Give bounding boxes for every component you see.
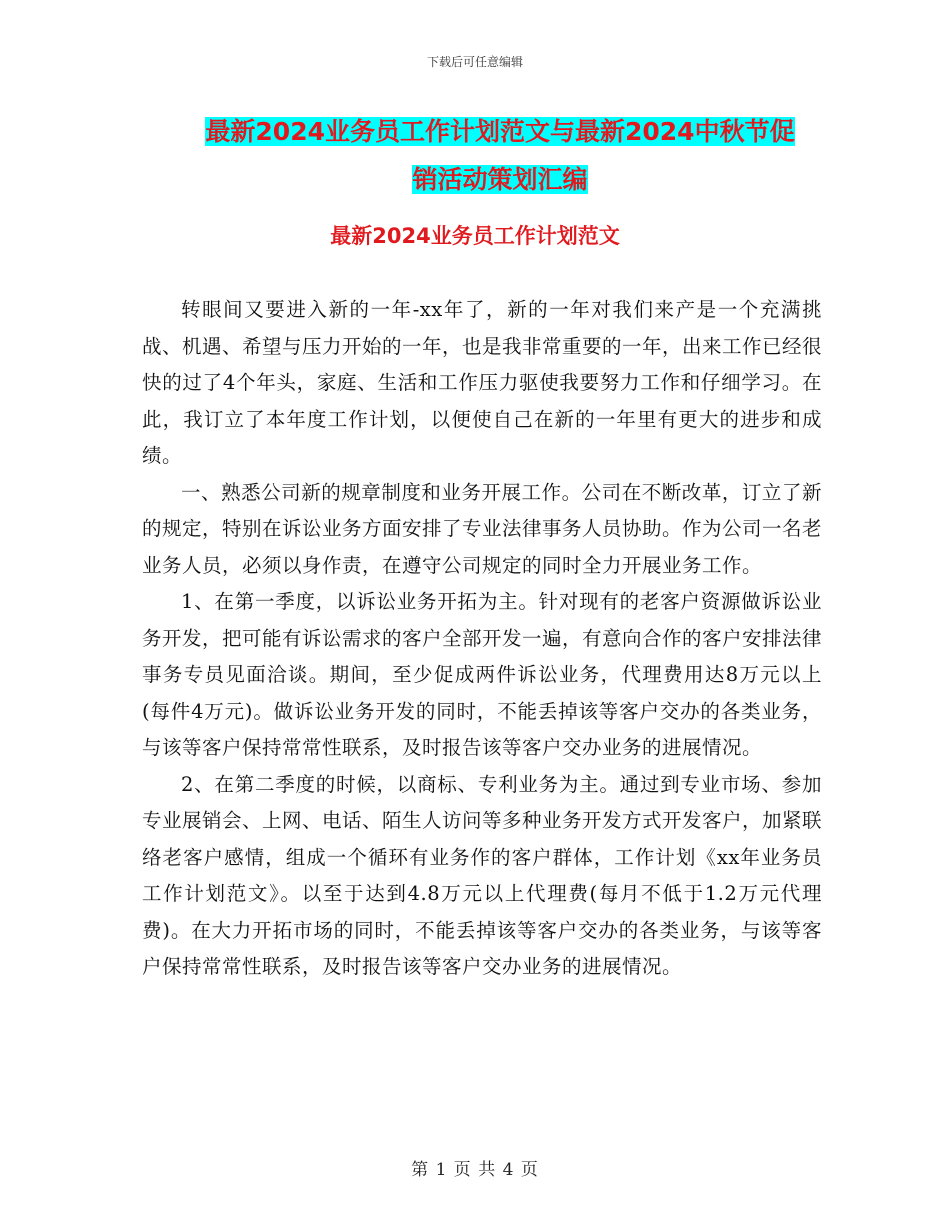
- document-title-line-1: 最新2024业务员工作计划范文与最新2024中秋节促: [205, 117, 795, 146]
- page-footer: 第 1 页 共 4 页: [411, 1160, 539, 1180]
- paragraph-item-2: 2、在第二季度的时候，以商标、专利业务为主。通过到专业市场、参加专业展销会、上网、电话、陌生人访问等多种业务开发方式开发客户，加紧联络老客户感情，组成一个循环有业务作的客户群体，工作计划《xx年业务员工作计划范文》。以至于达到4.8万元以上代理费(每月不低于1.2万元代理费)。在大力开拓市场的同时，不能丢掉该等客户交办的各类业务，与该等客户保持常常性联系，及时报告该等客户交办业务的进展情况。: [142, 772, 823, 978]
- paragraph-section-1: 一、熟悉公司新的规章制度和业务开展工作。公司在不断改革，订立了新的规定，特别在诉讼业务方面安排了专业法律事务人员协助。作为公司一名老业务人员，必须以身作责，在遵守公司规定的同时全力开展业务工作。: [142, 480, 823, 577]
- document-title-line-2: 销活动策划汇编: [412, 165, 588, 194]
- header-note: 下载后可任意编辑: [426, 55, 523, 69]
- paragraph-intro: 转眼间又要进入新的一年-xx年了，新的一年对我们来产是一个充满挑战、机遇、希望与压力开始的一年，也是我非常重要的一年，出来工作已经很快的过了4个年头，家庭、生活和工作压力驱使我要努力工作和仔细学习。在此，我订立了本年度工作计划，以便使自己在新的一年里有更大的进步和成绩。: [142, 298, 823, 467]
- paragraph-item-1: 1、在第一季度，以诉讼业务开拓为主。针对现有的老客户资源做诉讼业务开发，把可能有诉讼需求的客户全部开发一遍，有意向合作的客户安排法律事务专员见面洽谈。期间，至少促成两件诉讼业务，代理费用达8万元以上(每件4万元)。做诉讼业务开发的同时，不能丢掉该等客户交办的各类业务，与该等客户保持常常性联系，及时报告该等客户交办业务的进展情况。: [142, 590, 823, 759]
- document-body: [142, 292, 822, 986]
- section-title: 最新2024业务员工作计划范文: [330, 224, 620, 248]
- document-title: [190, 108, 810, 204]
